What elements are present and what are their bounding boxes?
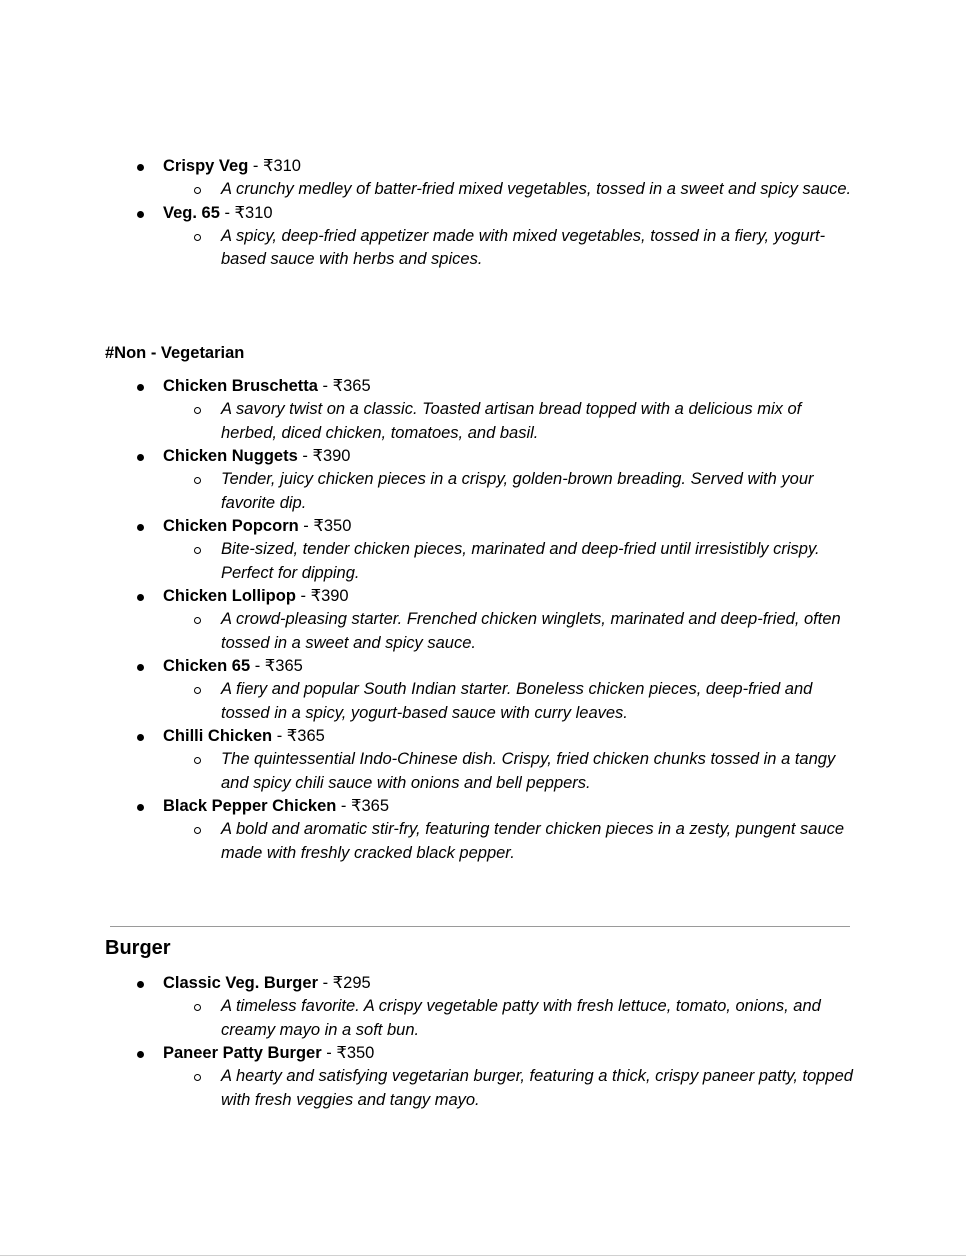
menu-item [0,375,966,398]
item-price: - ₹310 [248,157,301,175]
item-description: A bold and aromatic stir-fry, featuring tender chicken pieces in a zesty, pungent sauce made with freshly cracked black pepper. [0,818,861,865]
item-name: Chicken Popcorn [163,517,299,535]
item-price: - ₹390 [295,587,349,605]
item-name: Chicken Bruschetta [163,377,318,395]
bullet-icon [137,211,144,218]
section-divider [110,926,850,927]
bullet-icon [137,454,144,461]
bullet-icon [137,734,144,741]
item-description: A hearty and satisfying vegetarian burger, featuring a thick, crispy paneer patty, topped with fresh veggies and tangy mayo. [0,1065,861,1112]
circle-bullet-icon [194,757,201,764]
circle-bullet-icon [194,477,201,484]
item-name: Black Pepper Chicken [163,797,337,815]
non-veg-heading: #Non - Vegetarian [105,344,245,362]
item-description: A crowd-pleasing starter. Frenched chicken winglets, marinated and deep-fried, often tossed in a sweet and spicy sauce. [0,608,861,655]
item-price: - ₹350 [298,517,352,535]
bullet-icon [137,981,144,988]
item-description: Tender, juicy chicken pieces in a crispy, golden-brown breading. Served with your favorite dip. [0,468,861,515]
item-name: Chilli Chicken [163,727,273,745]
menu-item [0,515,966,538]
item-price: - ₹365 [272,727,325,745]
menu-item [0,655,966,678]
circle-bullet-icon [194,407,201,414]
item-description: A crunchy medley of batter-fried mixed vegetables, tossed in a sweet and spicy sauce. [0,178,861,202]
bullet-icon [137,594,144,601]
item-description: A spicy, deep-fried appetizer made with mixed vegetables, tossed in a fiery, yogurt-based sauce with herbs and spices. [0,225,861,272]
menu-item [0,202,966,225]
burger-section-title: Burger [105,937,171,959]
item-description: Bite-sized, tender chicken pieces, marinated and deep-fried until irresistibly crispy. Perfect for dipping. [0,538,861,585]
item-description: A fiery and popular South Indian starter. Boneless chicken pieces, deep-fried and tossed in a spicy, yogurt-based sauce with curry leaves. [0,678,861,725]
item-price: - ₹390 [297,447,351,465]
menu-item [0,155,966,178]
bullet-icon [137,804,144,811]
bullet-icon [137,524,144,531]
menu-item [0,585,966,608]
circle-bullet-icon [194,234,201,241]
item-description: A timeless favorite. A crispy vegetable patty with fresh lettuce, tomato, onions, and creamy mayo in a soft bun. [0,995,861,1042]
item-price: - ₹350 [321,1044,375,1062]
bullet-icon [137,1051,144,1058]
item-name: Chicken Lollipop [163,587,296,605]
item-name: Classic Veg. Burger [163,974,318,992]
circle-bullet-icon [194,617,201,624]
circle-bullet-icon [194,187,201,194]
menu-item [0,1042,966,1065]
menu-item [0,725,966,748]
menu-item [0,972,966,995]
circle-bullet-icon [194,687,201,694]
menu-item [0,445,966,468]
item-name: Paneer Patty Burger [163,1044,322,1062]
page-bottom-edge [0,1255,966,1256]
item-price: - ₹365 [250,657,303,675]
item-price: - ₹365 [317,377,371,395]
item-name: Crispy Veg [163,157,249,175]
item-price: - ₹310 [219,203,273,222]
item-price: - ₹365 [336,797,390,815]
item-description: A savory twist on a classic. Toasted artisan bread topped with a delicious mix of herbed, diced chicken, tomatoes, and basil. [0,398,861,445]
bullet-icon [137,384,144,391]
circle-bullet-icon [194,1004,201,1011]
veg-list [0,155,966,272]
item-price: - ₹295 [318,974,371,992]
circle-bullet-icon [194,547,201,554]
item-name: Veg. 65 [163,203,220,222]
item-name: Chicken 65 [163,657,251,675]
bullet-icon [137,664,144,671]
burger-list [0,972,966,1112]
item-description: The quintessential Indo-Chinese dish. Crispy, fried chicken chunks tossed in a tangy and spicy chili sauce with onions and bell peppers. [0,748,861,795]
non-veg-list [0,375,966,865]
menu-item [0,795,966,818]
bullet-icon [137,164,144,171]
circle-bullet-icon [194,1074,201,1081]
item-name: Chicken Nuggets [163,447,298,465]
circle-bullet-icon [194,827,201,834]
